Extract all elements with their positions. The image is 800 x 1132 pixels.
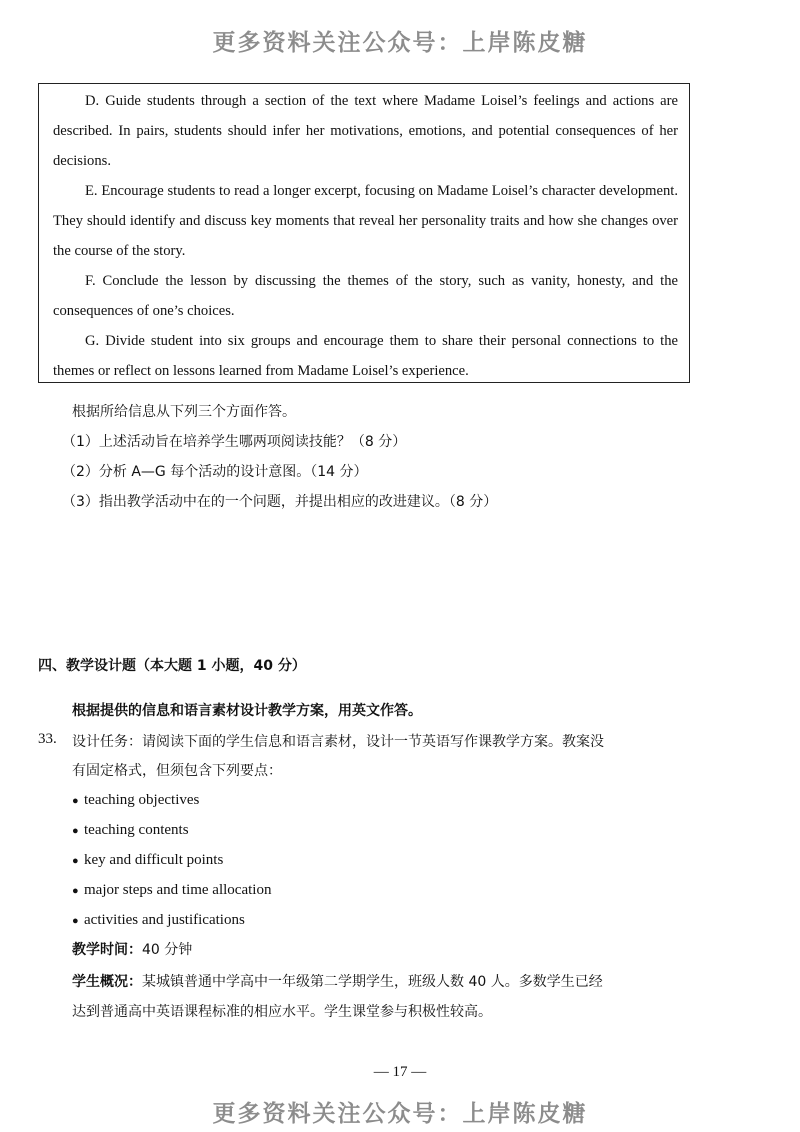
teaching-time-label: 教学时间： [72,942,142,958]
teaching-time [72,940,192,960]
bullet-item: ● teaching objectives [72,790,199,811]
option-f: F. Conclude the lesson by discussing the themes of the story, such as vanity, honesty, and the consequences of one’s choices. [53,273,678,319]
page-number: — 17 — [373,1064,427,1080]
bullet-icon: ● [72,885,79,897]
option-g: G. Divide student into six groups and encourage them to share their personal connections to the themes or reflect on lessons learned from Madame Loisel’s experience. [53,333,678,379]
watermark-bottom: 更多资料关注公众号：上岸陈皮糖 [212,1101,588,1127]
student-profile-line-1: 学生概况：某城镇普通中学高中一年级第二学期学生，班级人数 40 人。多数学生已经 [72,974,603,990]
answer-intro: 根据所给信息从下列三个方面作答。 [72,404,296,420]
options-box [38,83,690,383]
task-line-2: 有固定格式，但须包含下列要点： [72,763,282,779]
question-2: （2）分析 A—G 每个活动的设计意图。（14 分） [62,464,368,480]
student-profile-line-2: 达到普通高中英语课程标准的相应水平。学生课堂参与积极性较高。 [72,1004,492,1020]
option-d: D. Guide students through a section of the text where Madame Loisel’s feelings and actions are described. In pairs, students should infer her motivations, emotions, and potential consequences of her decisions. [53,93,678,169]
bullet-item: ● activities and justifications [72,910,245,931]
bullet-item: ● key and difficult points [72,850,223,871]
question-1: （1）上述活动旨在培养学生哪两项阅读技能？（8 分） [62,434,407,450]
student-profile-label: 学生概况： [72,974,142,990]
section-heading: 四、教学设计题（本大题 1 小题，40 分） [38,658,306,674]
task-line-1: 设计任务：请阅读下面的学生信息和语言素材，设计一节英语写作课教学方案。教案没 [72,734,604,750]
section-instruction: 根据提供的信息和语言素材设计教学方案，用英文作答。 [72,703,422,719]
bullet-item: ● teaching contents [72,820,189,841]
bullet-icon: ● [72,915,79,927]
bullet-item: ● major steps and time allocation [72,880,271,901]
bullet-icon: ● [72,855,79,867]
option-e: E. Encourage students to read a longer excerpt, focusing on Madame Loisel’s character development. They should identify and discuss key moments that reveal her personality traits and how she changes over the course of the story. [53,183,678,259]
bullet-icon: ● [72,825,79,837]
bullet-icon: ● [72,795,79,807]
watermark-top: 更多资料关注公众号：上岸陈皮糖 [212,30,588,56]
teaching-time-value: 40 分钟 [142,942,193,958]
question-3: （3）指出教学活动中在的一个问题，并提出相应的改进建议。（8 分） [62,494,498,510]
question-number: 33. [38,731,57,747]
